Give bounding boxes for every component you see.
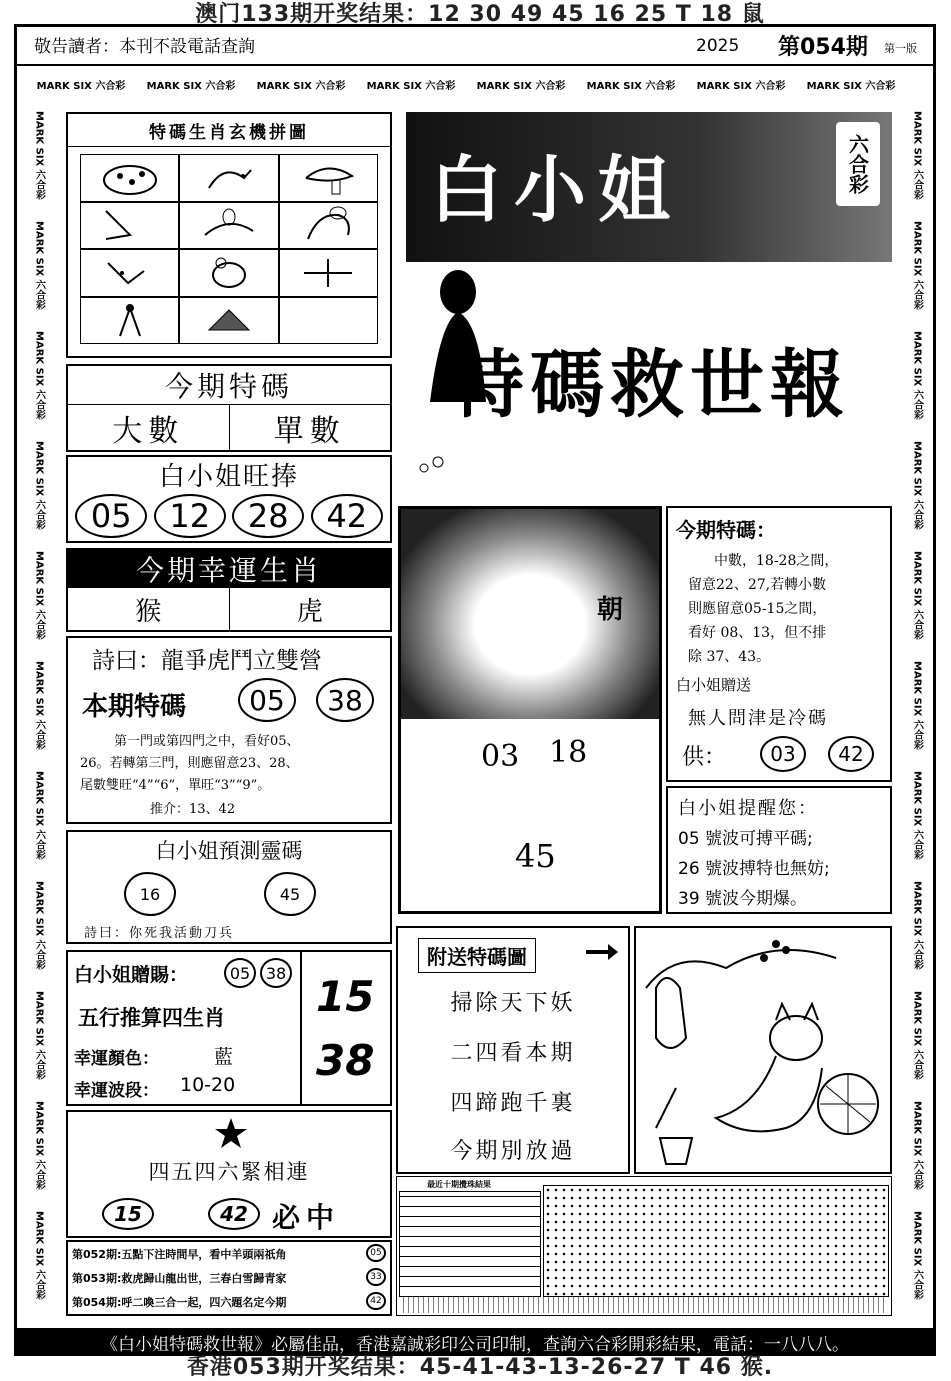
strip-label: MARK SIX 六合彩: [33, 990, 45, 1080]
right-supply-label: 供：: [682, 745, 727, 770]
poem-number: 38: [316, 678, 374, 722]
lingma-poem: 詩曰：你死我活動刀兵: [84, 926, 235, 941]
gift-number: 38: [260, 958, 292, 988]
tema-title: 今期特碼: [68, 366, 390, 405]
photo-number: 03: [481, 739, 520, 774]
tema-left: 大數: [68, 405, 230, 451]
bottom-result-banner: 香港053期开奖结果：45-41-43-13-26-27 T 46 猴.: [186, 1354, 774, 1380]
masthead: [406, 112, 892, 484]
star-icon: [214, 1116, 248, 1154]
bizhong-label: 必中: [272, 1201, 341, 1234]
lucky-color-value: 藍: [214, 1046, 234, 1068]
puzzle-piece: [179, 249, 278, 297]
strip-label: MARK SIX 六合彩: [911, 1210, 923, 1300]
history-box: [66, 1240, 392, 1316]
history-row: 第054期:呼二喚三合一起，四六題名定今期: [72, 1296, 287, 1309]
results-grid: [399, 1191, 541, 1297]
poem-text: 第一門或第四門之中，看好05、: [114, 734, 300, 749]
masthead-deco: [418, 452, 458, 480]
right-tema-text: 留意22、27,若轉小數: [688, 577, 827, 593]
right-tema-number: 03: [760, 736, 806, 772]
strip-label: MARK SIX 六合彩: [911, 330, 923, 420]
strip-label: MARK SIX 六合彩: [33, 440, 45, 530]
gift-title: 白小姐贈賜：: [74, 964, 189, 986]
reminder-title: 白小姐提醒您：: [678, 798, 818, 819]
attach-line: 二四看本期: [450, 1041, 576, 1066]
results-dot-grid: [543, 1185, 889, 1297]
strip-label: MARK SIX 六合彩: [911, 1100, 923, 1190]
results-bottom-rows: [399, 1297, 887, 1313]
history-number: 33: [366, 1268, 386, 1286]
edition-label: 第一版: [884, 42, 917, 55]
strip-label: MARK SIX 六合彩: [806, 80, 896, 92]
strip-label: MARK SIX 六合彩: [911, 990, 923, 1080]
wangbang-number: 42: [311, 494, 383, 538]
tema-box: [66, 364, 392, 452]
history-number: 05: [366, 1244, 386, 1262]
tema-right: 單數: [273, 414, 346, 449]
lingma-title: 白小姐預測靈碼: [155, 839, 303, 863]
strip-label: MARK SIX 六合彩: [476, 80, 566, 92]
strip-label: MARK SIX 六合彩: [696, 80, 786, 92]
gift-number: 05: [224, 958, 256, 988]
puzzle-piece: [279, 297, 378, 345]
right-tema-title: 今期特碼：: [676, 518, 776, 542]
poem-text: 26。若轉第三門，則應留意23、28、: [80, 756, 299, 771]
lucky-zodiac-title: 今期幸運生肖: [68, 550, 390, 588]
issue-label: 第054期: [778, 35, 868, 60]
poem-text: 推介：13、42: [150, 802, 236, 817]
masthead-title-2: 特碼救世報: [450, 342, 850, 428]
strip-label: MARK SIX 六合彩: [911, 440, 923, 530]
strip-label: MARK SIX 六合彩: [256, 80, 346, 92]
puzzle-piece: [80, 249, 179, 297]
lingma-box: [66, 830, 392, 944]
footer-bar: 《白小姐特碼救世報》必屬佳品，香港嘉誠彩印公司印制，查詢六合彩開彩結果，電話：一八八八。: [14, 1328, 936, 1356]
strip-label: MARK SIX 六合彩: [33, 1210, 45, 1300]
lucky-zodiac-left: 猴: [68, 588, 230, 630]
wuxing-label: 五行推算四生肖: [78, 1005, 225, 1030]
photo-number: 45: [515, 837, 556, 875]
zodiac-puzzle-title: 特碼生肖玄機拼圖: [68, 114, 390, 147]
wangbang-number: 05: [75, 494, 147, 538]
year-label: 2025: [696, 36, 740, 56]
strip-label: MARK SIX 六合彩: [36, 80, 126, 92]
poem-line: 詩曰：龍爭虎鬥立雙營: [92, 648, 322, 674]
strip-label: MARK SIX 六合彩: [146, 80, 236, 92]
gift-big-number: 15: [316, 972, 375, 1021]
photo-caption: 朝: [597, 595, 624, 625]
puzzle-piece: [279, 154, 378, 202]
wangbang-number: 28: [232, 494, 304, 538]
reminder-line: 05 號波可搏平碼;: [678, 829, 813, 849]
puzzle-piece: [279, 202, 378, 250]
attach-title: 附送特碼圖: [418, 938, 536, 973]
wangbang-title: 白小姐旺捧: [158, 461, 299, 492]
results-table-title: 最近十期攪珠結果: [427, 1180, 491, 1189]
strip-label: MARK SIX 六合彩: [366, 80, 456, 92]
strip-label: MARK SIX 六合彩: [33, 550, 45, 640]
gift-big-number: 38: [316, 1036, 375, 1085]
bizhong-number: 42: [208, 1198, 260, 1230]
puzzle-piece: [179, 297, 278, 345]
masthead-badge: 六合彩: [836, 122, 880, 206]
right-tema-text: 除 37、43。: [688, 649, 771, 665]
reminder-line: 39 號波今期爆。: [678, 889, 808, 909]
attach-line: 掃除天下妖: [450, 991, 576, 1016]
strip-label: MARK SIX 六合彩: [33, 1100, 45, 1190]
strip-label: MARK SIX 六合彩: [33, 880, 45, 970]
puzzle-piece: [80, 202, 179, 250]
strip-label: MARK SIX 六合彩: [911, 770, 923, 860]
poem-text: 尾數雙旺“4”“6”，單旺“3”“9”。: [80, 778, 271, 793]
lingma-number: 45: [264, 872, 316, 916]
strip-label: MARK SIX 六合彩: [586, 80, 676, 92]
puzzle-piece: [80, 297, 179, 345]
strip-label: MARK SIX 六合彩: [33, 660, 45, 750]
strip-label: MARK SIX 六合彩: [33, 220, 45, 310]
history-row: 第053期:救虎歸山龍出世，三春白雪歸青家: [72, 1272, 287, 1285]
puzzle-piece: [279, 249, 378, 297]
attach-line: 四蹄跑千裏: [450, 1091, 576, 1116]
lucky-zodiac-right: 虎: [296, 596, 323, 627]
puzzle-piece: [179, 154, 278, 202]
right-mark-six-strip: [904, 100, 930, 1310]
results-table: [396, 1176, 892, 1316]
lucky-zodiac-box: [66, 548, 392, 632]
history-row: 第052期:五點下注時間早，看中羊頭兩祇角: [72, 1248, 287, 1261]
photo-number: 18: [549, 735, 588, 770]
left-mark-six-strip: [26, 100, 52, 1310]
bizhong-line: 四五四六緊相連: [148, 1160, 310, 1184]
history-number: 42: [366, 1292, 386, 1310]
strip-label: MARK SIX 六合彩: [911, 880, 923, 970]
strip-label: MARK SIX 六合彩: [911, 550, 923, 640]
strip-label: MARK SIX 六合彩: [33, 110, 45, 200]
top-mark-six-strip: [26, 70, 906, 98]
cat-drawing: [636, 928, 890, 1172]
strip-label: MARK SIX 六合彩: [911, 220, 923, 310]
gift-box: [66, 950, 392, 1106]
gift-divider: [300, 952, 302, 1104]
header-divider: [14, 64, 936, 66]
puzzle-piece: [80, 154, 179, 202]
arrow-right-icon: [584, 940, 620, 968]
strip-label: MARK SIX 六合彩: [33, 330, 45, 420]
right-tema-number: 42: [828, 736, 874, 772]
zodiac-puzzle-grid: [80, 154, 378, 344]
reminder-line: 26 號波搏特也無妨;: [678, 859, 830, 879]
right-gift-label: 白小姐贈送: [676, 676, 752, 694]
bizhong-number: 15: [102, 1198, 154, 1230]
photo-box: [398, 506, 662, 914]
zodiac-puzzle-box: [66, 112, 392, 358]
bizhong-box: [66, 1110, 392, 1238]
wangbang-number: 12: [154, 494, 226, 538]
top-result-banner: 澳门133期开奖结果：12 30 49 45 16 25 T 18 鼠: [195, 1, 765, 27]
poem-tema-label: 本期特碼: [82, 692, 187, 722]
right-tema-box: [666, 506, 892, 782]
right-tema-text: 則應留意05-15之間，: [688, 601, 827, 617]
masthead-title-1: 白小姐: [430, 147, 683, 232]
lucky-color-label: 幸運顏色：: [74, 1049, 159, 1069]
attach-box: [396, 926, 630, 1174]
strip-label: MARK SIX 六合彩: [911, 110, 923, 200]
lucky-wave-value: 10-20: [180, 1074, 236, 1096]
reminder-box: [666, 786, 892, 914]
right-gift-text: 無人問津是冷碼: [688, 708, 828, 729]
strip-label: MARK SIX 六合彩: [911, 660, 923, 750]
right-tema-text: 中數，18-28之間，: [714, 553, 839, 569]
wangbang-box: [66, 455, 392, 543]
poem-number: 05: [238, 678, 296, 722]
lingma-number: 16: [124, 872, 176, 916]
poem-box: [66, 636, 392, 824]
notice-text: 敬告讀者：本刊不設電話查詢: [34, 37, 255, 57]
strip-label: MARK SIX 六合彩: [33, 770, 45, 860]
right-tema-text: 看好 08、13，但不排: [688, 625, 827, 641]
lucky-wave-label: 幸運波段：: [74, 1081, 159, 1101]
puzzle-piece: [179, 202, 278, 250]
cat-illustration: [634, 926, 892, 1174]
attach-line: 今期別放過: [450, 1139, 576, 1164]
